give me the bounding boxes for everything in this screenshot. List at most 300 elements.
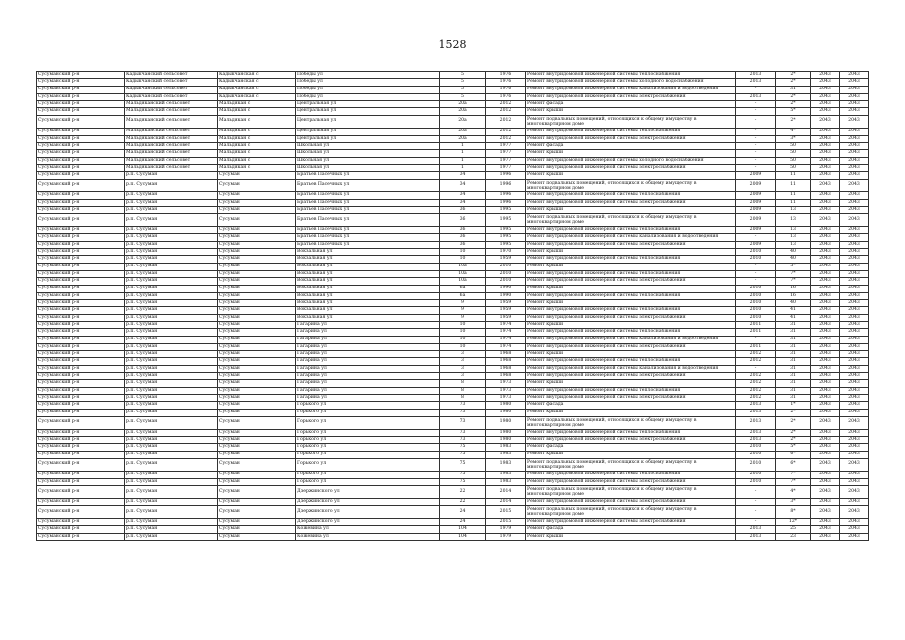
cell-settlement: р.п. Сусуман xyxy=(125,292,218,299)
table-row xyxy=(37,519,869,526)
cell-settlement: Кадыкчанский сельсовет xyxy=(125,79,218,86)
cell-plan-year-end: 2043 xyxy=(840,365,869,372)
cell-house-number: 75 xyxy=(440,478,486,485)
cell-house-number: 22 xyxy=(440,499,486,506)
cell-house-number: 75 xyxy=(440,458,486,471)
table-row xyxy=(37,263,869,270)
cell-district: Сусуманский р-н xyxy=(37,292,125,299)
cell-build-year: 1973 xyxy=(486,394,526,401)
cell-wear-value: 50 xyxy=(776,165,811,172)
cell-district: Сусуманский р-н xyxy=(37,172,125,179)
cell-plan-year-end: 2043 xyxy=(840,165,869,172)
cell-plan-year-end: 2043 xyxy=(840,72,869,79)
cell-district: Сусуманский р-н xyxy=(37,128,125,135)
cell-house-number: 73 xyxy=(440,409,486,416)
cell-plan-year-end: 2043 xyxy=(840,409,869,416)
cell-last-repair-year: 2013 xyxy=(736,526,776,533)
cell-last-repair-year: - xyxy=(736,165,776,172)
cell-street: Горького ул xyxy=(296,436,440,443)
cell-house-number: 9 xyxy=(440,307,486,314)
cell-last-repair-year: 2011 xyxy=(736,343,776,350)
cell-build-year: 1983 xyxy=(486,478,526,485)
cell-work-type: Ремонт внутридомовой инженерной системы электроснабжения xyxy=(526,499,736,506)
cell-locality: Сусуман xyxy=(218,234,296,241)
cell-district: Сусуманский р-н xyxy=(37,436,125,443)
cell-plan-year-start: 2043 xyxy=(811,486,840,499)
cell-settlement: р.п. Сусуман xyxy=(125,278,218,285)
table-row xyxy=(37,143,869,150)
cell-settlement: р.п. Сусуман xyxy=(125,436,218,443)
cell-wear-value: 31 xyxy=(776,322,811,329)
cell-house-number: 20а xyxy=(440,135,486,142)
cell-plan-year-end: 2043 xyxy=(840,256,869,263)
cell-work-type: Ремонт внутридомовой инженерной системы электроснабжения xyxy=(526,394,736,401)
cell-street: Дзержинского ул xyxy=(296,519,440,526)
cell-wear-value: 3* xyxy=(776,135,811,142)
cell-settlement: р.п. Сусуман xyxy=(125,199,218,206)
cell-last-repair-year: 2010 xyxy=(736,256,776,263)
cell-last-repair-year: - xyxy=(736,519,776,526)
cell-settlement: р.п. Сусуман xyxy=(125,343,218,350)
table-row xyxy=(37,322,869,329)
capital-repair-table xyxy=(36,71,869,541)
cell-build-year: 1973 xyxy=(486,387,526,394)
cell-plan-year-end: 2043 xyxy=(840,351,869,358)
cell-house-number: 10а xyxy=(440,270,486,277)
cell-wear-value: 11 xyxy=(776,179,811,192)
cell-work-type: Ремонт крыши xyxy=(526,351,736,358)
cell-district: Сусуманский р-н xyxy=(37,241,125,248)
cell-work-type: Ремонт внутридомовой инженерной системы теплоснабжения xyxy=(526,307,736,314)
cell-wear-value: 31 xyxy=(776,351,811,358)
cell-work-type: Ремонт подвальных помещений, относящихся к общему имуществу в многоквартирном доме xyxy=(526,416,736,429)
cell-street: Дзержинского ул xyxy=(296,486,440,499)
cell-locality: Сусуман xyxy=(218,402,296,409)
cell-plan-year-end: 2043 xyxy=(840,192,869,199)
cell-last-repair-year: - xyxy=(736,150,776,157)
cell-locality: Мальдякан с xyxy=(218,143,296,150)
cell-locality: Сусуман xyxy=(218,380,296,387)
cell-house-number: 36 xyxy=(440,241,486,248)
cell-locality: Сусуман xyxy=(218,214,296,227)
cell-last-repair-year: 2009 xyxy=(736,179,776,192)
cell-last-repair-year: - xyxy=(736,506,776,519)
cell-wear-value: 6* xyxy=(776,458,811,471)
cell-wear-value: 31 xyxy=(776,358,811,365)
cell-wear-value: 7* xyxy=(776,471,811,478)
cell-house-number: 34 xyxy=(440,172,486,179)
cell-locality: Сусуман xyxy=(218,263,296,270)
table-row xyxy=(37,214,869,227)
cell-district: Сусуманский р-н xyxy=(37,486,125,499)
cell-house-number: 75 xyxy=(440,444,486,451)
cell-plan-year-start: 2043 xyxy=(811,322,840,329)
cell-build-year: 1976 xyxy=(486,93,526,100)
cell-house-number: 1 xyxy=(440,143,486,150)
cell-street: Гагарина ул xyxy=(296,387,440,394)
cell-street: Вокзальная ул xyxy=(296,256,440,263)
cell-work-type: Ремонт фасада xyxy=(526,444,736,451)
cell-last-repair-year: 2010 xyxy=(736,471,776,478)
cell-locality: Кадыкчанская с xyxy=(218,86,296,93)
cell-street: Гагарина ул xyxy=(296,343,440,350)
table-row xyxy=(37,506,869,519)
cell-house-number: 34 xyxy=(440,192,486,199)
cell-district: Сусуманский р-н xyxy=(37,307,125,314)
cell-wear-value: 11 xyxy=(776,172,811,179)
cell-build-year: 1968 xyxy=(486,365,526,372)
cell-settlement: р.п. Сусуман xyxy=(125,214,218,227)
table-row xyxy=(37,165,869,172)
cell-plan-year-start: 2043 xyxy=(811,270,840,277)
cell-locality: Мальдякан с xyxy=(218,135,296,142)
cell-plan-year-end: 2043 xyxy=(840,444,869,451)
cell-build-year: 1996 xyxy=(486,172,526,179)
cell-work-type: Ремонт крыши xyxy=(526,172,736,179)
cell-build-year: 1995 xyxy=(486,214,526,227)
cell-build-year: 2012 xyxy=(486,128,526,135)
cell-wear-value: 5* xyxy=(776,444,811,451)
cell-street: Братьев Пасечных ул xyxy=(296,207,440,214)
cell-work-type: Ремонт внутридомовой инженерной системы электроснабжения xyxy=(526,343,736,350)
cell-build-year: 1995 xyxy=(486,234,526,241)
cell-street: Горького ул xyxy=(296,402,440,409)
cell-locality: Сусуман xyxy=(218,256,296,263)
cell-work-type: Ремонт крыши xyxy=(526,409,736,416)
cell-build-year: 1996 xyxy=(486,192,526,199)
cell-plan-year-end: 2043 xyxy=(840,108,869,115)
cell-house-number: 3 xyxy=(440,373,486,380)
cell-settlement: р.п. Сусуман xyxy=(125,241,218,248)
cell-settlement: р.п. Сусуман xyxy=(125,486,218,499)
cell-settlement: р.п. Сусуман xyxy=(125,380,218,387)
cell-house-number: 10 xyxy=(440,256,486,263)
cell-plan-year-end: 2043 xyxy=(840,278,869,285)
cell-district: Сусуманский р-н xyxy=(37,157,125,164)
cell-settlement: Мальдяканский сельсовет xyxy=(125,143,218,150)
cell-district: Сусуманский р-н xyxy=(37,165,125,172)
table-row xyxy=(37,72,869,79)
cell-wear-value: 50 xyxy=(776,157,811,164)
table-row xyxy=(37,86,869,93)
cell-settlement: р.п. Сусуман xyxy=(125,373,218,380)
cell-last-repair-year: 2010 xyxy=(736,451,776,458)
cell-plan-year-end: 2043 xyxy=(840,292,869,299)
cell-wear-value: 4* xyxy=(776,128,811,135)
cell-work-type: Ремонт фасада xyxy=(526,143,736,150)
cell-plan-year-start: 2043 xyxy=(811,143,840,150)
cell-district: Сусуманский р-н xyxy=(37,343,125,350)
cell-locality: Мальдякан с xyxy=(218,115,296,128)
cell-locality: Сусуман xyxy=(218,241,296,248)
cell-last-repair-year: 2010 xyxy=(736,285,776,292)
cell-house-number: 9 xyxy=(440,300,486,307)
cell-build-year: 1995 xyxy=(486,241,526,248)
cell-district: Сусуманский р-н xyxy=(37,409,125,416)
cell-settlement: р.п. Сусуман xyxy=(125,519,218,526)
cell-house-number: 5 xyxy=(440,86,486,93)
cell-plan-year-start: 2043 xyxy=(811,79,840,86)
table-row xyxy=(37,380,869,387)
cell-last-repair-year: - xyxy=(736,157,776,164)
cell-house-number: 24 xyxy=(440,519,486,526)
cell-street: Школьная ул xyxy=(296,150,440,157)
cell-plan-year-end: 2043 xyxy=(840,86,869,93)
cell-wear-value: 16 xyxy=(776,285,811,292)
cell-plan-year-start: 2043 xyxy=(811,93,840,100)
cell-plan-year-start: 2043 xyxy=(811,471,840,478)
cell-plan-year-end: 2043 xyxy=(840,519,869,526)
cell-street: Победы ул xyxy=(296,86,440,93)
cell-settlement: р.п. Сусуман xyxy=(125,256,218,263)
cell-locality: Сусуман xyxy=(218,307,296,314)
cell-plan-year-start: 2043 xyxy=(811,241,840,248)
cell-street: Гагарина ул xyxy=(296,336,440,343)
cell-build-year: 1968 xyxy=(486,373,526,380)
cell-plan-year-end: 2043 xyxy=(840,227,869,234)
cell-locality: Сусуман xyxy=(218,172,296,179)
cell-street: Братьев Пасечных ул xyxy=(296,192,440,199)
cell-wear-value: 2* xyxy=(776,416,811,429)
cell-last-repair-year: 2012 xyxy=(736,358,776,365)
cell-district: Сусуманский р-н xyxy=(37,478,125,485)
cell-build-year: 2010 xyxy=(486,263,526,270)
table-row xyxy=(37,192,869,199)
cell-work-type: Ремонт подвальных помещений, относящихся к общему имуществу в многоквартирном доме xyxy=(526,179,736,192)
cell-build-year: 1980 xyxy=(486,429,526,436)
cell-last-repair-year: - xyxy=(736,108,776,115)
cell-build-year: 1974 xyxy=(486,329,526,336)
cell-last-repair-year: 2012 xyxy=(736,373,776,380)
cell-plan-year-start: 2043 xyxy=(811,300,840,307)
table-row xyxy=(37,365,869,372)
cell-street: Братьев Пасечных ул xyxy=(296,227,440,234)
cell-plan-year-start: 2043 xyxy=(811,165,840,172)
cell-wear-value: 13 xyxy=(776,207,811,214)
cell-last-repair-year: 2010 xyxy=(736,458,776,471)
cell-street: Горького ул xyxy=(296,409,440,416)
cell-build-year: 1959 xyxy=(486,314,526,321)
cell-locality: Сусуман xyxy=(218,314,296,321)
cell-wear-value: 41 xyxy=(776,314,811,321)
cell-district: Сусуманский р-н xyxy=(37,380,125,387)
cell-build-year: 1980 xyxy=(486,409,526,416)
cell-wear-value: 6* xyxy=(776,451,811,458)
cell-last-repair-year: 2011 xyxy=(736,329,776,336)
cell-last-repair-year: - xyxy=(736,128,776,135)
cell-house-number: 5 xyxy=(440,93,486,100)
cell-wear-value: 3* xyxy=(776,499,811,506)
table-row xyxy=(37,300,869,307)
table-row xyxy=(37,270,869,277)
cell-plan-year-start: 2043 xyxy=(811,365,840,372)
cell-plan-year-start: 2043 xyxy=(811,86,840,93)
cell-district: Сусуманский р-н xyxy=(37,79,125,86)
cell-settlement: р.п. Сусуман xyxy=(125,451,218,458)
cell-last-repair-year: 2009 xyxy=(736,227,776,234)
cell-plan-year-start: 2043 xyxy=(811,533,840,540)
cell-street: Братьев Пасечных ул xyxy=(296,214,440,227)
cell-settlement: р.п. Сусуман xyxy=(125,429,218,436)
cell-street: Гагарина ул xyxy=(296,351,440,358)
table-row xyxy=(37,150,869,157)
table-row xyxy=(37,526,869,533)
cell-plan-year-start: 2043 xyxy=(811,444,840,451)
cell-plan-year-start: 2043 xyxy=(811,373,840,380)
cell-street: Победы ул xyxy=(296,79,440,86)
cell-house-number: 5 xyxy=(440,72,486,79)
cell-district: Сусуманский р-н xyxy=(37,314,125,321)
cell-wear-value: 5* xyxy=(776,108,811,115)
cell-last-repair-year: 2009 xyxy=(736,241,776,248)
cell-build-year: 1974 xyxy=(486,322,526,329)
cell-build-year: 1977 xyxy=(486,157,526,164)
cell-street: Вокзальная ул xyxy=(296,314,440,321)
cell-district: Сусуманский р-н xyxy=(37,329,125,336)
cell-district: Сусуманский р-н xyxy=(37,444,125,451)
cell-settlement: р.п. Сусуман xyxy=(125,300,218,307)
cell-wear-value: 31 xyxy=(776,365,811,372)
cell-plan-year-end: 2043 xyxy=(840,179,869,192)
table-row xyxy=(37,79,869,86)
cell-plan-year-start: 2043 xyxy=(811,179,840,192)
cell-plan-year-start: 2043 xyxy=(811,285,840,292)
cell-locality: Сусуман xyxy=(218,499,296,506)
cell-build-year: 1959 xyxy=(486,307,526,314)
cell-settlement: Кадыкчанский сельсовет xyxy=(125,93,218,100)
table-row xyxy=(37,249,869,256)
cell-plan-year-start: 2043 xyxy=(811,199,840,206)
cell-work-type: Ремонт внутридомовой инженерной системы электроснабжения xyxy=(526,519,736,526)
cell-build-year: 1977 xyxy=(486,165,526,172)
cell-house-number: 1 xyxy=(440,165,486,172)
cell-house-number: 9 xyxy=(440,314,486,321)
cell-house-number: 10 xyxy=(440,336,486,343)
cell-district: Сусуманский р-н xyxy=(37,429,125,436)
cell-work-type: Ремонт внутридомовой инженерной системы канализования и водоотведения xyxy=(526,86,736,93)
cell-house-number: 20а xyxy=(440,101,486,108)
cell-locality: Сусуман xyxy=(218,329,296,336)
cell-work-type: Ремонт фасада xyxy=(526,526,736,533)
cell-build-year: 1996 xyxy=(486,179,526,192)
cell-plan-year-start: 2043 xyxy=(811,351,840,358)
cell-street: Гагарина ул xyxy=(296,358,440,365)
cell-settlement: р.п. Сусуман xyxy=(125,336,218,343)
cell-last-repair-year: 2013 xyxy=(736,436,776,443)
cell-settlement: р.п. Сусуман xyxy=(125,358,218,365)
cell-locality: Мальдякан с xyxy=(218,101,296,108)
cell-settlement: р.п. Сусуман xyxy=(125,207,218,214)
cell-work-type: Ремонт внутридомовой инженерной системы электроснабжения xyxy=(526,199,736,206)
cell-house-number: 75 xyxy=(440,471,486,478)
cell-plan-year-end: 2043 xyxy=(840,343,869,350)
cell-street: Вокзальная ул xyxy=(296,292,440,299)
cell-wear-value: 2* xyxy=(776,429,811,436)
cell-district: Сусуманский р-н xyxy=(37,263,125,270)
cell-wear-value: 1* xyxy=(776,402,811,409)
table-row xyxy=(37,115,869,128)
cell-last-repair-year: 2013 xyxy=(736,429,776,436)
cell-street: Победы ул xyxy=(296,93,440,100)
cell-district: Сусуманский р-н xyxy=(37,101,125,108)
cell-wear-value: 7* xyxy=(776,270,811,277)
cell-plan-year-end: 2043 xyxy=(840,387,869,394)
cell-district: Сусуманский р-н xyxy=(37,416,125,429)
cell-wear-value: 13 xyxy=(776,234,811,241)
cell-plan-year-start: 2043 xyxy=(811,380,840,387)
cell-locality: Сусуман xyxy=(218,533,296,540)
cell-locality: Сусуман xyxy=(218,336,296,343)
cell-locality: Мальдякан с xyxy=(218,157,296,164)
cell-wear-value: 25 xyxy=(776,526,811,533)
cell-district: Сусуманский р-н xyxy=(37,72,125,79)
table-row xyxy=(37,436,869,443)
cell-work-type: Ремонт внутридомовой инженерной системы холодного водоснабжения xyxy=(526,157,736,164)
cell-locality: Кадыкчанская с xyxy=(218,93,296,100)
cell-work-type: Ремонт внутридомовой инженерной системы теплоснабжения xyxy=(526,387,736,394)
cell-last-repair-year: 2013 xyxy=(736,93,776,100)
cell-district: Сусуманский р-н xyxy=(37,135,125,142)
cell-settlement: р.п. Сусуман xyxy=(125,329,218,336)
cell-plan-year-start: 2043 xyxy=(811,499,840,506)
cell-district: Сусуманский р-н xyxy=(37,373,125,380)
cell-locality: Сусуман xyxy=(218,429,296,436)
cell-house-number: 8 xyxy=(440,387,486,394)
cell-district: Сусуманский р-н xyxy=(37,199,125,206)
cell-locality: Кадыкчанская с xyxy=(218,72,296,79)
cell-wear-value: 12* xyxy=(776,519,811,526)
cell-work-type: Ремонт внутридомовой инженерной системы электроснабжения xyxy=(526,135,736,142)
cell-last-repair-year: 2013 xyxy=(736,533,776,540)
cell-plan-year-end: 2043 xyxy=(840,329,869,336)
cell-wear-value: 31 xyxy=(776,343,811,350)
cell-settlement: р.п. Сусуман xyxy=(125,478,218,485)
cell-settlement: р.п. Сусуман xyxy=(125,409,218,416)
cell-plan-year-end: 2043 xyxy=(840,486,869,499)
table-row xyxy=(37,351,869,358)
cell-settlement: р.п. Сусуман xyxy=(125,322,218,329)
cell-plan-year-end: 2043 xyxy=(840,458,869,471)
cell-street: Горького ул xyxy=(296,429,440,436)
cell-work-type: Ремонт внутридомовой инженерной системы электроснабжения xyxy=(526,241,736,248)
cell-locality: Сусуман xyxy=(218,278,296,285)
cell-district: Сусуманский р-н xyxy=(37,358,125,365)
cell-plan-year-end: 2043 xyxy=(840,199,869,206)
table-row xyxy=(37,387,869,394)
cell-district: Сусуманский р-н xyxy=(37,285,125,292)
cell-plan-year-start: 2043 xyxy=(811,519,840,526)
cell-build-year: 1976 xyxy=(486,86,526,93)
cell-wear-value: 31 xyxy=(776,329,811,336)
cell-build-year: 1974 xyxy=(486,343,526,350)
cell-build-year: 1974 xyxy=(486,336,526,343)
cell-locality: Сусуман xyxy=(218,207,296,214)
cell-street: Горького ул xyxy=(296,471,440,478)
cell-street: Вокзальная ул xyxy=(296,270,440,277)
cell-street: Гагарина ул xyxy=(296,365,440,372)
cell-plan-year-end: 2043 xyxy=(840,533,869,540)
cell-house-number: 1 xyxy=(440,157,486,164)
cell-work-type: Ремонт крыши xyxy=(526,285,736,292)
cell-work-type: Ремонт внутридомовой инженерной системы электроснабжения xyxy=(526,373,736,380)
cell-street: Дзержинского ул xyxy=(296,499,440,506)
cell-district: Сусуманский р-н xyxy=(37,234,125,241)
cell-build-year: 2015 xyxy=(486,506,526,519)
cell-house-number: 36 xyxy=(440,207,486,214)
cell-house-number: 36 xyxy=(440,214,486,227)
cell-plan-year-start: 2043 xyxy=(811,451,840,458)
cell-district: Сусуманский р-н xyxy=(37,192,125,199)
